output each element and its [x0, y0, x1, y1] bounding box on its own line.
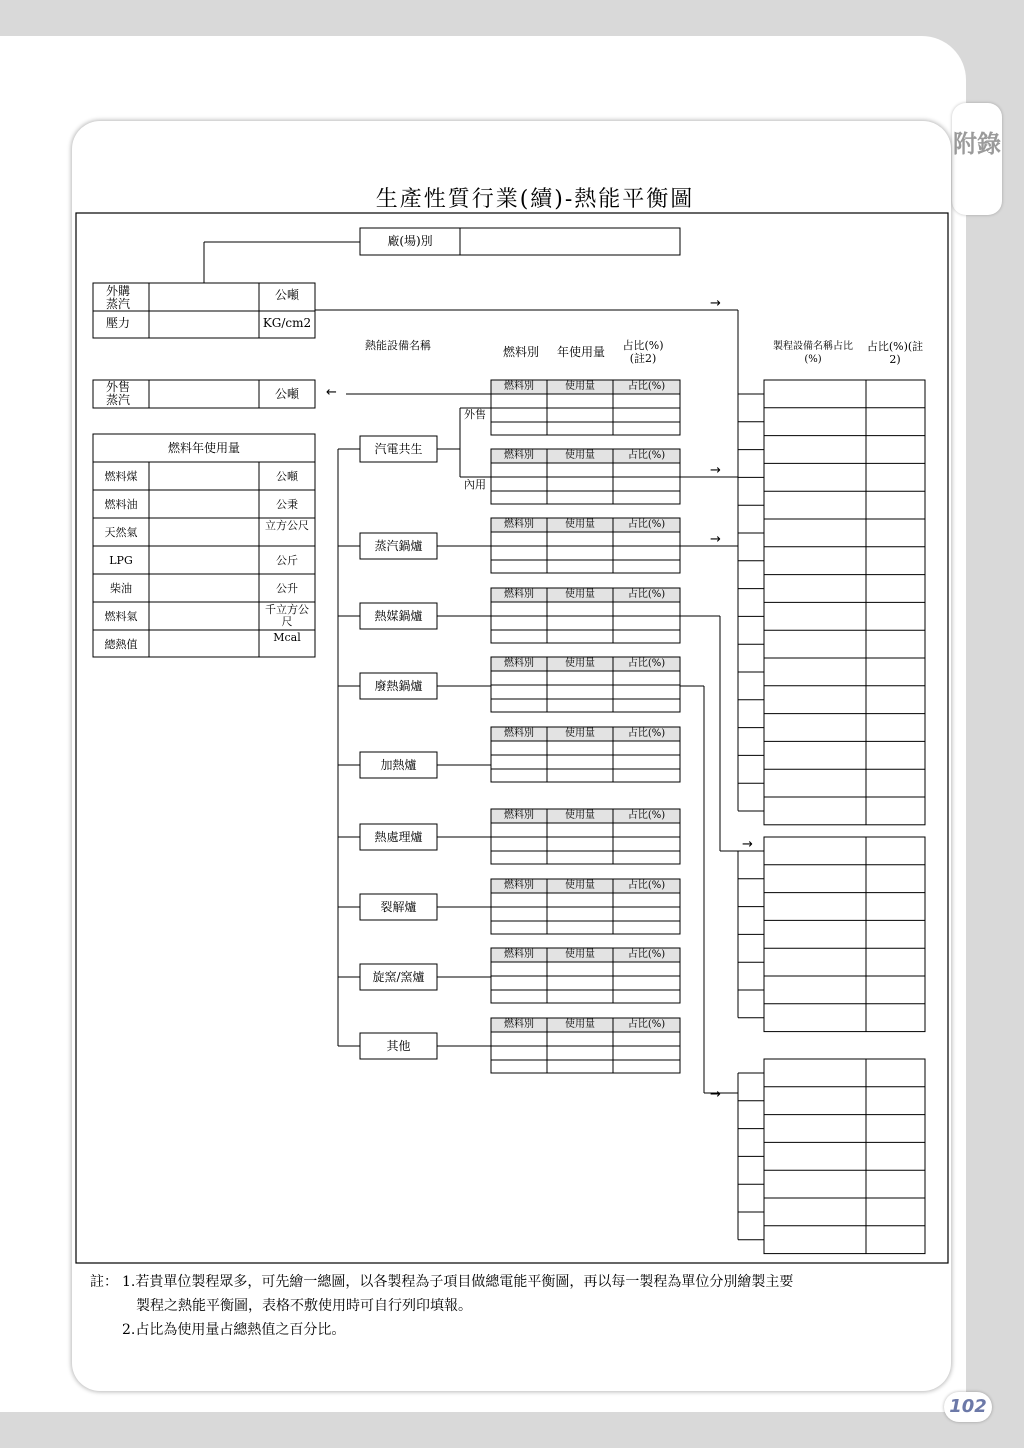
mini-table-header-cell: 使用量	[565, 810, 595, 821]
process-share-header: 占比(%)(註2)	[866, 340, 924, 366]
mini-table-header-cell: 使用量	[565, 1019, 595, 1030]
mini-table-header-cell: 燃料別	[504, 880, 534, 891]
mini-table-header-cell: 占比(%)	[627, 1019, 666, 1030]
note-2: 2.占比為使用量占總熱值之百分比。	[122, 1322, 346, 1338]
equipment-header: 熱能設備名稱	[365, 339, 431, 352]
mini-table-header-cell: 占比(%)	[627, 450, 666, 461]
mini-table-header-cell: 占比(%)	[627, 381, 666, 392]
pressure-label: 壓力	[106, 316, 131, 330]
fuel-row-name: 柴油	[110, 582, 132, 595]
mini-table-header-cell: 燃料別	[504, 519, 534, 530]
annual-use-header: 年使用量	[556, 345, 605, 359]
share-header: 占比(%)(註2)	[622, 339, 664, 365]
mini-table-header-cell: 使用量	[565, 450, 595, 461]
steam-sale-unit: 公噸	[274, 387, 299, 401]
mini-table-header-cell: 使用量	[565, 519, 595, 530]
fuel-row-name: 總熱值	[104, 638, 138, 651]
mini-table-header-cell: 占比(%)	[627, 949, 666, 960]
equipment-label: 熱處理爐	[374, 830, 423, 844]
fuel-row-name: 燃料煤	[104, 470, 138, 483]
mini-table-header-cell: 占比(%)	[627, 810, 666, 821]
mini-table-header-cell: 使用量	[565, 728, 595, 739]
mini-table-header-cell: 燃料別	[504, 728, 534, 739]
flow-arrow: →	[742, 837, 753, 852]
fuel-table-header: 燃料年使用量	[167, 441, 240, 455]
fuel-row-unit: 公斤	[276, 554, 298, 567]
mini-table-header-cell: 占比(%)	[627, 658, 666, 669]
flow-arrow: →	[710, 532, 721, 547]
mini-table-header-cell: 使用量	[565, 880, 595, 891]
mini-table-header-cell: 占比(%)	[627, 880, 666, 891]
flow-arrow: →	[710, 296, 721, 311]
fuel-row-name: 燃料油	[104, 498, 138, 511]
fuel-row-unit: 千立方公尺	[265, 603, 309, 628]
note-1b: 製程之熱能平衡圖，表格不敷使用時可自行列印填報。	[136, 1298, 472, 1314]
mini-table-header-cell: 使用量	[565, 658, 595, 669]
fuel-row-unit: 立方公尺	[265, 519, 309, 532]
mini-table-header-cell: 占比(%)	[627, 589, 666, 600]
mini-table-header-cell: 燃料別	[504, 658, 534, 669]
fuel-row-unit: 公噸	[276, 470, 298, 483]
mini-table-header-cell: 燃料別	[504, 589, 534, 600]
fuel-row-unit: 公秉	[276, 498, 298, 511]
equipment-label: 汽電共生	[374, 442, 423, 456]
pressure-unit: KG/cm2	[262, 316, 312, 330]
mini-table-header-cell: 使用量	[565, 589, 595, 600]
equipment-label: 其他	[386, 1039, 411, 1053]
mini-table-header-cell: 燃料別	[504, 450, 534, 461]
mini-table-header-cell: 占比(%)	[627, 728, 666, 739]
process-table-2	[764, 837, 925, 1032]
steam-purchase-unit: 公噸	[274, 288, 299, 302]
branch-export-label: 外售	[464, 408, 486, 421]
equipment-label: 旋窯/窯爐	[372, 970, 425, 984]
fuel-type-header: 燃料別	[502, 345, 539, 359]
equipment-label: 加熱爐	[380, 758, 417, 772]
branch-internal-label: 內用	[464, 478, 486, 491]
steam-sale-label: 外售蒸汽	[106, 380, 131, 407]
flow-arrow: ←	[326, 385, 337, 400]
page-title: 生產性質行業(續)-熱能平衡圖	[375, 187, 695, 212]
process-equipment-header: 製程設備名稱占比(%)	[773, 341, 853, 365]
mini-table-header-cell: 燃料別	[504, 1019, 534, 1030]
flow-arrow: →	[710, 1087, 721, 1102]
fuel-row-unit: Mcal	[273, 631, 301, 644]
mini-table-header-cell: 燃料別	[504, 949, 534, 960]
mini-table-header-cell: 燃料別	[504, 381, 534, 392]
factory-label: 廠(場)別	[387, 234, 433, 248]
mini-table-header-cell: 使用量	[565, 949, 595, 960]
equipment-label: 裂解爐	[380, 900, 417, 914]
appendix-tab-label: 附錄	[953, 130, 1001, 158]
equipment-label: 蒸汽鍋爐	[374, 539, 423, 553]
equipment-label: 廢熱鍋爐	[374, 679, 423, 693]
fuel-row-unit: 公升	[276, 582, 298, 595]
equipment-label: 熱媒鍋爐	[374, 609, 423, 623]
mini-table-header-cell: 使用量	[565, 381, 595, 392]
mini-table-header-cell: 占比(%)	[627, 519, 666, 530]
page-number: 102	[949, 1396, 987, 1417]
fuel-row-name: LPG	[109, 554, 133, 567]
mini-table-header-cell: 燃料別	[504, 810, 534, 821]
process-table-3	[764, 1059, 925, 1254]
note-1a: 1.若貴單位製程眾多，可先繪一總圖，以各製程為子項目做總電能平衡圖，再以每一製程為單位分別繪製主要	[122, 1274, 794, 1290]
steam-purchase-label: 外購蒸汽	[106, 284, 131, 311]
fuel-row-name: 燃料氣	[104, 610, 138, 623]
fuel-row-name: 天然氣	[104, 526, 138, 539]
flow-arrow: →	[710, 463, 721, 478]
notes-prefix: 註：	[90, 1274, 118, 1290]
